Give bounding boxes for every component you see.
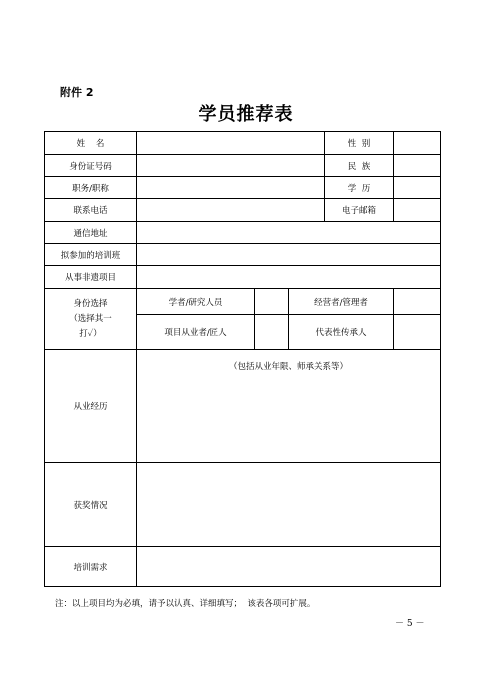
heritage-project-field[interactable] — [137, 266, 441, 289]
experience-field[interactable] — [137, 350, 441, 463]
identity-label-line-1: 身份选择 — [73, 298, 108, 309]
row-identity-1 — [45, 289, 441, 315]
phone-label: 联系电话 — [45, 199, 137, 222]
name-label: 姓 名 — [45, 132, 137, 155]
option-practitioner-label: 项目从业者/匠人 — [137, 315, 255, 350]
ethnicity-label: 民 族 — [325, 155, 394, 177]
row-position — [45, 177, 441, 199]
identity-label — [45, 289, 137, 350]
phone-field[interactable] — [137, 199, 325, 222]
option-inheritor-label: 代表性传承人 — [289, 315, 394, 350]
email-label: 电子邮箱 — [325, 199, 394, 222]
row-awards — [45, 463, 441, 547]
form-title: 学员推荐表 — [198, 104, 294, 125]
training-needs-label: 培训需求 — [45, 547, 137, 587]
row-needs — [45, 547, 441, 587]
attachment-label: 附件 2 — [60, 86, 94, 99]
training-class-label: 拟参加的培训班 — [45, 244, 137, 266]
heritage-project-label: 从事非遗项目 — [45, 266, 137, 289]
recommendation-form-table — [44, 131, 441, 587]
position-field[interactable] — [137, 177, 325, 199]
identity-label-line-3: 打✓） — [79, 328, 102, 339]
option-scholar-checkbox[interactable] — [255, 289, 289, 315]
training-class-field[interactable] — [137, 244, 441, 266]
address-field[interactable] — [137, 222, 441, 244]
education-label: 学 历 — [325, 177, 394, 199]
id-number-field[interactable] — [137, 155, 325, 177]
gender-field[interactable] — [394, 132, 441, 155]
identity-label-line-2: （选择其一 — [69, 313, 112, 324]
row-training — [45, 244, 441, 266]
experience-label: 从业经历 — [45, 350, 137, 463]
awards-field[interactable] — [137, 463, 441, 547]
option-manager-checkbox[interactable] — [394, 289, 441, 315]
awards-label: 获奖情况 — [45, 463, 137, 547]
row-id — [45, 155, 441, 177]
gender-label: 性 别 — [325, 132, 394, 155]
email-field[interactable] — [394, 199, 441, 222]
option-manager-label: 经营者/管理者 — [289, 289, 394, 315]
option-practitioner-checkbox[interactable] — [255, 315, 289, 350]
position-label: 职务/职称 — [45, 177, 137, 199]
row-project — [45, 266, 441, 289]
row-experience — [45, 350, 441, 463]
experience-hint: （包括从业年限、师承关系等） — [228, 362, 348, 372]
option-inheritor-checkbox[interactable] — [394, 315, 441, 350]
row-phone — [45, 199, 441, 222]
name-field[interactable] — [137, 132, 325, 155]
footnote: 注：以上项目均为必填，请予以认真、详细填写； 该表各项可扩展。 — [55, 599, 316, 609]
option-scholar-label: 学者/研究人员 — [137, 289, 255, 315]
ethnicity-field[interactable] — [394, 155, 441, 177]
training-needs-field[interactable] — [137, 547, 441, 587]
row-address — [45, 222, 441, 244]
row-name — [45, 132, 441, 155]
address-label: 通信地址 — [45, 222, 137, 244]
education-field[interactable] — [394, 177, 441, 199]
id-number-label: 身份证号码 — [45, 155, 137, 177]
page-number: － 5 － — [395, 619, 425, 629]
